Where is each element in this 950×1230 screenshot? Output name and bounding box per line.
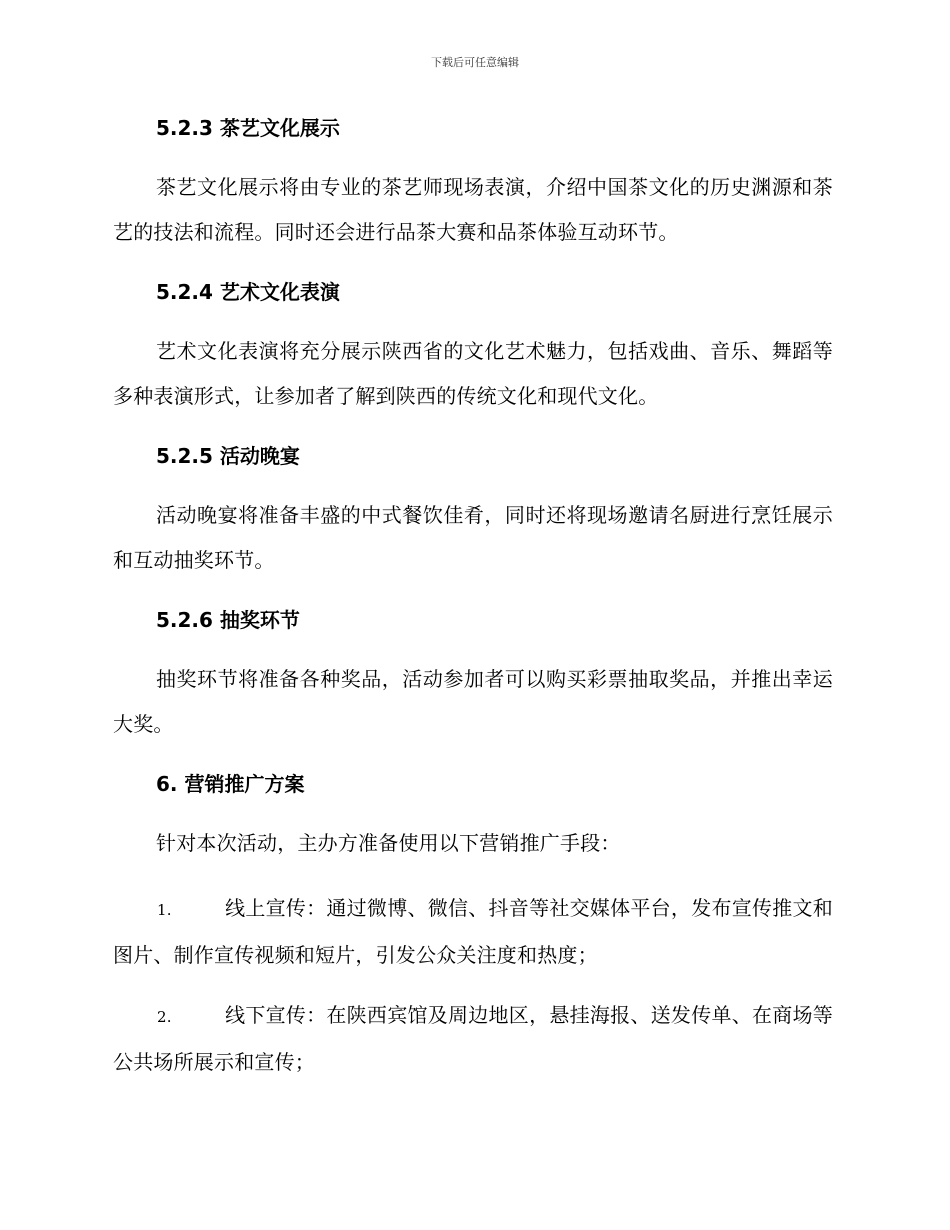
list-item: [113, 993, 833, 1085]
section-paragraph: 茶艺文化展示将由专业的茶艺师现场表演，介绍中国茶文化的历史渊源和茶艺的技法和流程。同时还会进行品茶大赛和品茶体验互动环节。: [113, 175, 833, 244]
section-tea-culture: [113, 111, 833, 255]
document-body: [113, 111, 833, 1100]
section-heading: 5.2.5 活动晚宴: [156, 444, 300, 468]
section-art-performance: [113, 275, 833, 419]
list-item: [113, 886, 833, 978]
section-heading: 5.2.4 艺术文化表演: [156, 280, 340, 304]
list-item-number: 1.: [157, 901, 172, 919]
section-heading: 5.2.3 茶艺文化展示: [156, 116, 340, 140]
section-dinner: [113, 439, 833, 583]
list-item-text: 线下宣传：在陕西宾馆及周边地区，悬挂海报、送发传单、在商场等公共场所展示和宣传；: [113, 1003, 833, 1074]
section-paragraph: 艺术文化表演将充分展示陕西省的文化艺术魅力，包括戏曲、音乐、舞蹈等多种表演形式，让参加者了解到陕西的传统文化和现代文化。: [113, 339, 833, 408]
page-header-note: 下载后可任意编辑: [431, 56, 519, 69]
section-paragraph: 针对本次活动，主办方准备使用以下营销推广手段：: [156, 831, 621, 855]
section-paragraph: 抽奖环节将准备各种奖品，活动参加者可以购买彩票抽取奖品，并推出幸运大奖。: [113, 667, 833, 736]
list-item-text: 线上宣传：通过微博、微信、抖音等社交媒体平台，发布宣传推文和图片、制作宣传视频和短片，引发公众关注度和热度；: [113, 896, 833, 967]
section-paragraph: 活动晚宴将准备丰盛的中式餐饮佳肴，同时还将现场邀请名厨进行烹饪展示和互动抽奖环节。: [113, 503, 833, 572]
list-item-number: 2.: [157, 1008, 172, 1026]
section-marketing: [113, 767, 833, 866]
section-heading: 6. 营销推广方案: [156, 772, 305, 796]
section-lottery: [113, 603, 833, 747]
section-heading: 5.2.6 抽奖环节: [156, 608, 300, 632]
